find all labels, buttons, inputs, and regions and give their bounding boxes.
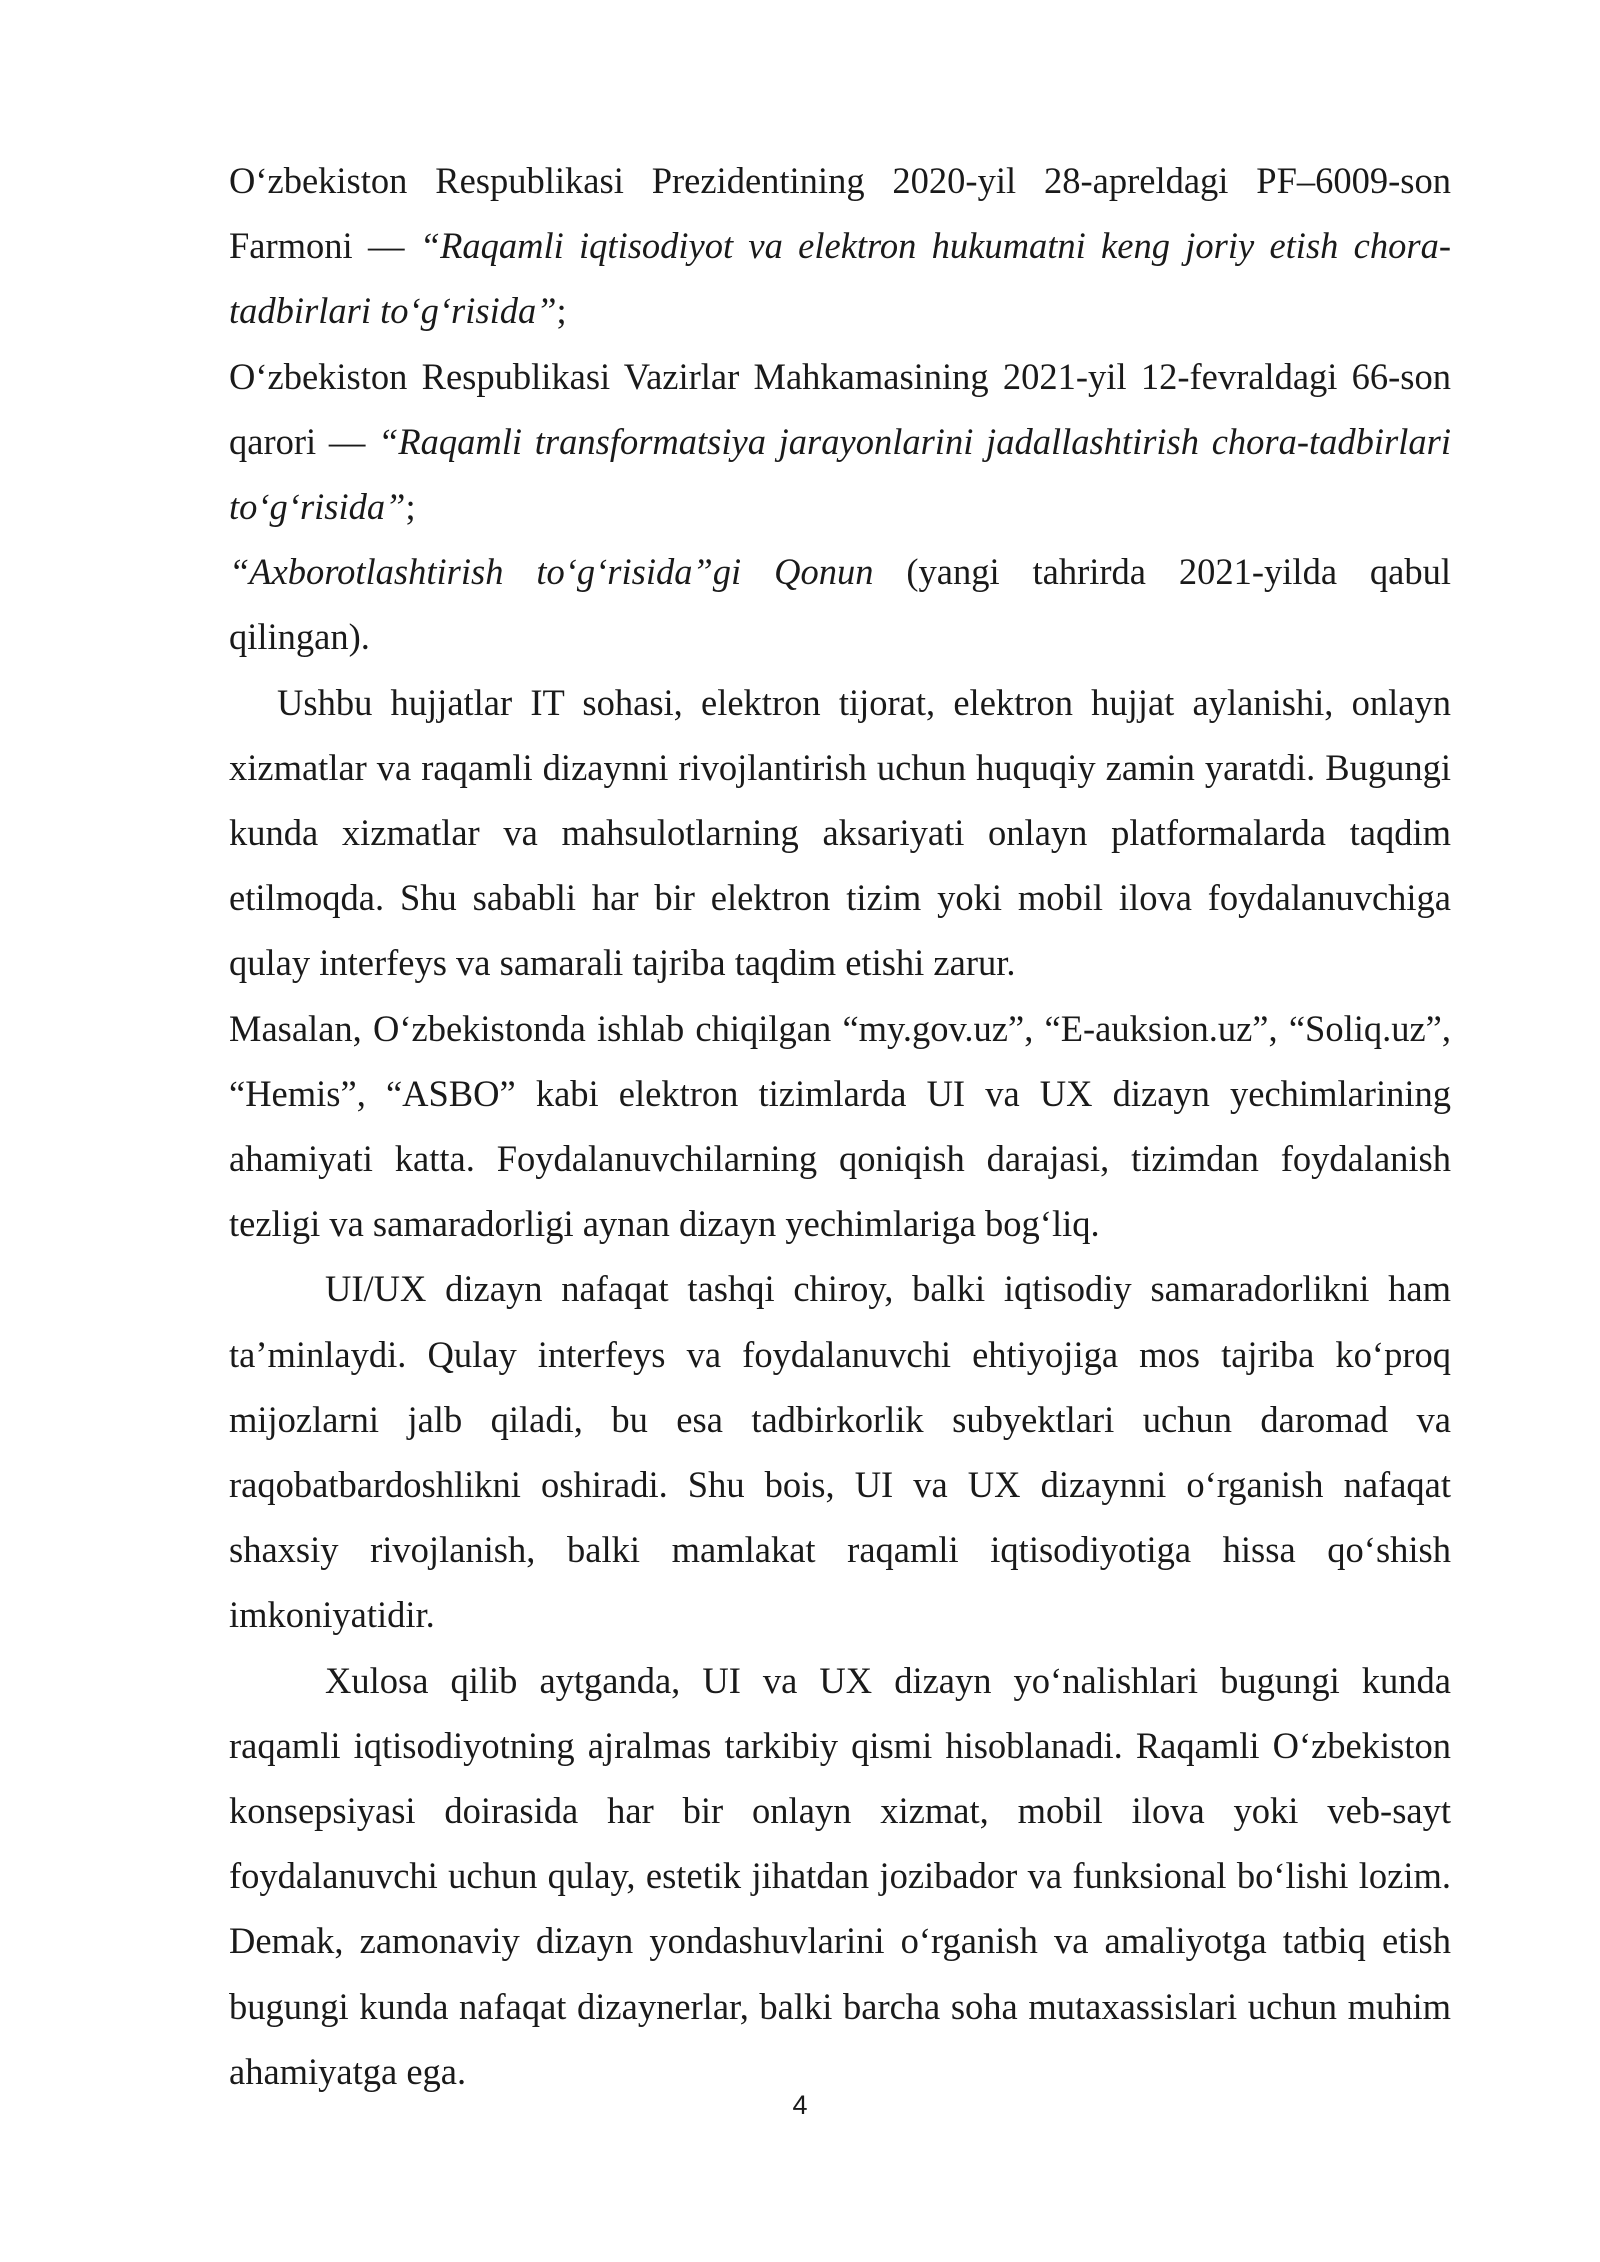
law-item-prefix: O‘zbekiston Respublikasi Prezidentining 2020-yil 28-apreldagi PF–6009-son Farmoni — xyxy=(229,160,1451,267)
page-number: 4 xyxy=(792,2090,808,2120)
page-body xyxy=(229,148,1451,2104)
paragraph-legal-basis: Ushbu hujjatlar IT sohasi, elektron tijorat, elektron hujjat aylanishi, onlayn xizmatlar va raqamli dizaynni rivojlantirish uchun huquqiy zamin yaratdi. Bugungi kunda xizmatlar va mahsulotlarning aksariyati onlayn platformalarda taqdim etilmoqda. Shu sababli har bir elektron tizim yoki mobil ilova foydalanuvchiga qulay interfeys va samarali tajriba taqdim etishi zarur. xyxy=(229,681,1451,984)
law-item-prefix: O‘zbekiston Respublikasi Vazirlar Mahkamasining 2021-yil 12-fevraldagi 66-son qarori — xyxy=(229,355,1451,462)
law-item-presidential-decree xyxy=(229,148,1451,344)
law-item-title: “Axborotlashtirish to‘g‘risida”gi Qonun xyxy=(229,551,874,593)
law-item-title: “Raqamli iqtisodiyot va elektron hukumatni keng joriy etish chora-tadbirlari to‘g‘risida” xyxy=(229,225,1451,332)
law-item-cabinet-resolution xyxy=(229,344,1451,540)
law-item-suffix: (yangi tahrirda 2021-yilda qabul qilingan). xyxy=(229,551,1452,658)
paragraph-economic: UI/UX dizayn nafaqat tashqi chiroy, balki iqtisodiy samaradorlikni ham ta’minlaydi. Qulay interfeys va foydalanuvchi ehtiyojiga mos tajriba ko‘proq mijozlarni jalb qiladi, bu esa tadbirkorlik subyektlari uchun daromad va raqobatbardoshlikni oshiradi. Shu bois, UI va UX dizaynni o‘rganish nafaqat shaxsiy rivojlanish, balki mamlakat raqamli iqtisodiyotiga hissa qo‘shish imkoniyatidir. xyxy=(229,1268,1451,1636)
law-item-suffix: ; xyxy=(405,486,416,528)
law-item-title: “Raqamli transformatsiya jarayonlarini jadallashtirish chora-tadbirlari to‘g‘risida” xyxy=(229,420,1452,528)
law-item-informatization-law xyxy=(229,539,1451,669)
law-item-suffix: ; xyxy=(556,290,567,332)
paragraph-conclusion: Xulosa qilib aytganda, UI va UX dizayn yo‘nalishlari bugungi kunda raqamli iqtisodiyotning ajralmas tarkibiy qismi hisoblanadi. Raqamli O‘zbekiston konsepsiyasi doirasida har bir onlayn xizmat, mobil ilova yoki veb-sayt foydalanuvchi uchun qulay, estetik jihatdan jozibador va funksional bo‘lishi lozim. Demak, zamonaviy dizayn yondashuvlarini o‘rganish va amaliyotga tatbiq etish bugungi kunda nafaqat dizaynerlar, balki barcha soha mutaxassislari uchun muhim ahamiyatga ega. xyxy=(229,1659,1451,2092)
paragraph-examples: Masalan, O‘zbekistonda ishlab chiqilgan “my.gov.uz”, “E-auksion.uz”, “Soliq.uz”, “Hemis”, “ASBO” kabi elektron tizimlarda UI va UX dizayn yechimlarining ahamiyati katta. Foydalanuvchilarning qoniqish darajasi, tizimdan foydalanish tezligi va samaradorligi aynan dizayn yechimlariga bog‘liq. xyxy=(229,1007,1451,1245)
